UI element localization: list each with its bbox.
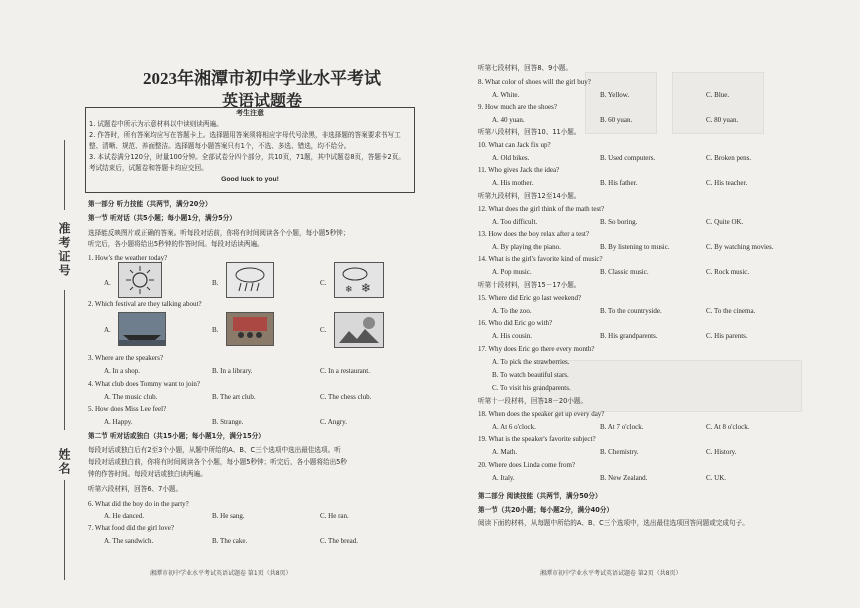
question-18: 18. When does the speaker get up every day?	[478, 410, 605, 418]
material-note: 听第十一段材料，回答18－20小题。	[478, 397, 588, 405]
rain-cloud-icon	[227, 263, 273, 297]
svg-text:❄: ❄	[345, 285, 353, 295]
family-icon	[227, 313, 273, 345]
option-label: C.	[320, 326, 327, 334]
option-c: C. His parents.	[706, 332, 748, 340]
question-5: 5. How does Miss Lee feel?	[88, 405, 167, 413]
snow-cloud-icon	[335, 263, 383, 297]
option-c: C. At 8 o'clock.	[706, 423, 750, 431]
question-9: 9. How much are the shoes?	[478, 103, 557, 111]
option-a: A. At 6 o'clock.	[492, 423, 536, 431]
question-1: 1. How's the weather today?	[88, 254, 168, 262]
material-note: 听第九段材料，回答12至14小题。	[478, 192, 581, 200]
page-title: 2023年湘潭市初中学业水平考试	[143, 69, 381, 88]
option-b: B. His grandparents.	[600, 332, 658, 340]
notice-footer: Good luck to you!	[221, 176, 279, 183]
page-footer: 湘潭市初中学业水平考试英语试题卷 第1页（共8页）	[150, 570, 292, 577]
option-a: A. His mother.	[492, 179, 534, 187]
option-a: A. To the zoo.	[492, 307, 532, 315]
question-16: 16. Who did Eric go with?	[478, 319, 553, 327]
option-label: A.	[104, 326, 111, 334]
question-13: 13. How does the boy relax after a test?	[478, 230, 589, 238]
option-b: B. By listening to music.	[600, 243, 670, 251]
option-a: A. Pop music.	[492, 268, 532, 276]
part-heading: 第一部分 听力技能（共两节，满分20分）	[88, 200, 212, 208]
exam-id-label: 准考证号	[57, 222, 71, 278]
option-b: B. His father.	[600, 179, 638, 187]
option-c: C. Broken pens.	[706, 154, 752, 162]
section-instructions: 钟的作答时间。每段对话或独白读两遍。	[88, 470, 207, 478]
option-c: C. The bread.	[320, 537, 358, 545]
option-a: A. White.	[492, 91, 520, 99]
sunny-weather-image	[118, 262, 162, 298]
question-12: 12. What does the girl think of the math test?	[478, 205, 605, 213]
section-instructions: 选择能反映图片或正确的答案。听每段对话前，你将有时间阅读各个小题，每小题5秒钟；	[88, 229, 350, 237]
option-a: A. 40 yuan.	[492, 116, 525, 124]
page-subtitle: 英语试题卷	[221, 91, 302, 110]
option-c: C. His teacher.	[706, 179, 748, 187]
option-a: A. Too difficult.	[492, 218, 538, 226]
option-b: B. Chemistry.	[600, 448, 639, 456]
option-b: B. Yellow.	[600, 91, 630, 99]
page-footer: 湘潭市初中学业水平考试英语试题卷 第2页（共8页）	[540, 570, 682, 577]
option-c: C. Angry.	[320, 418, 347, 426]
spring-festival-image	[226, 312, 274, 346]
option-c: C. To visit his grandparents.	[492, 384, 571, 392]
question-2: 2. Which festival are they talking about?	[88, 300, 202, 308]
material-note: 听第十段材料，回答15－17小题。	[478, 281, 581, 289]
option-b: B. He sang.	[212, 512, 245, 520]
rainy-weather-image	[226, 262, 274, 298]
question-15: 15. Where did Eric go last weekend?	[478, 294, 582, 302]
divider	[64, 290, 65, 430]
option-a: A. The music club.	[104, 393, 158, 401]
option-b: B. New Zealand.	[600, 474, 648, 482]
option-b: B. To watch beautiful stars.	[492, 371, 569, 379]
material-note: 听第八段材料，回答10、11小题。	[478, 128, 581, 136]
option-a: A. In a shop.	[104, 367, 140, 375]
option-c: C. History.	[706, 448, 737, 456]
option-b: B. In a library.	[212, 367, 253, 375]
section-instructions: 每段对话或独白前，你将有时间阅读各个小题，每小题5秒钟；听完后，各小题将给出5秒	[88, 458, 347, 466]
option-a: A. Math.	[492, 448, 518, 456]
svg-text:❄: ❄	[361, 281, 372, 295]
option-label: B.	[212, 326, 219, 334]
section-instructions: 每段对话或独白后有2至3个小题，从题中所给的A、B、C三个选项中选出最佳选项。听	[88, 446, 341, 454]
question-14: 14. What is the girl's favorite kind of music?	[478, 255, 603, 263]
section-heading: 第一节 听对话（共5小题；每小题1分，满分5分）	[88, 214, 236, 222]
section-instructions: 听完后，各小题将给出5秒钟的作答时间。每段对话读两遍。	[88, 240, 264, 248]
part-heading: 第二部分 阅读技能（共两节，满分50分）	[478, 492, 602, 500]
option-label: A.	[104, 279, 111, 287]
option-b: B. So boring.	[600, 218, 638, 226]
option-a: A. His cousin.	[492, 332, 533, 340]
question-11: 11. Who gives Jack the idea?	[478, 166, 560, 174]
notice-item: 3. 本试卷满分120分，时量100分钟。全部试卷分四个部分，共10页，71题，其中试题卷8页，答题卡2页。考试结束后，试题卷和答题卡均应交回。	[89, 153, 405, 172]
option-b: B. To the countryside.	[600, 307, 662, 315]
binding-strip	[8, 0, 74, 608]
question-8: 8. What color of shoes will the girl buy?	[478, 78, 591, 86]
question-19: 19. What is the speaker's favorite subject?	[478, 435, 596, 443]
question-3: 3. Where are the speakers?	[88, 354, 164, 362]
notice-item: 1. 试题卷中所示为示意材料以中读则读两遍。	[89, 120, 223, 128]
option-c: C. The chess club.	[320, 393, 372, 401]
moon-icon	[335, 313, 383, 347]
name-label: 姓名	[57, 448, 71, 476]
option-label: B.	[212, 279, 219, 287]
question-10: 10. What can Jack fix up?	[478, 141, 551, 149]
option-a: A. To pick the strawberries.	[492, 358, 570, 366]
option-b: B. Used computers.	[600, 154, 656, 162]
option-b: B. Strange.	[212, 418, 244, 426]
divider	[64, 140, 65, 210]
option-c: C. He ran.	[320, 512, 349, 520]
section-heading: 第二节 听对话或独白（共15小题；每小题1分，满分15分）	[88, 432, 265, 440]
option-a: A. Happy.	[104, 418, 133, 426]
option-c: C. Rock music.	[706, 268, 750, 276]
option-c: C. 80 yuan.	[706, 116, 739, 124]
question-17: 17. Why does Eric go there every month?	[478, 345, 595, 353]
question-20: 20. Where does Linda come from?	[478, 461, 576, 469]
snowy-weather-image	[334, 262, 384, 298]
section-instructions: 阅读下面的材料，从每题中所给的A、B、C三个选项中，选出最佳选项回答问题或完成句子。	[478, 519, 749, 527]
question-4: 4. What club does Tommy want to join?	[88, 380, 201, 388]
option-c: C. Blue.	[706, 91, 730, 99]
option-b: B. At 7 o'clock.	[600, 423, 644, 431]
option-b: B. The art club.	[212, 393, 256, 401]
option-c: C. UK.	[706, 474, 727, 482]
option-c: C. Quite OK.	[706, 218, 744, 226]
section-heading: 第一节（共20小题；每小题2分，满分40分）	[478, 506, 614, 514]
option-b: B. 60 yuan.	[600, 116, 633, 124]
mid-autumn-festival-image	[334, 312, 384, 348]
option-a: A. The sandwich.	[104, 537, 154, 545]
option-b: B. Classic music.	[600, 268, 649, 276]
option-c: C. In a restaurant.	[320, 367, 370, 375]
notice-title: 考生注意	[236, 110, 264, 117]
question-7: 7. What food did the girl love?	[88, 524, 174, 532]
material-note: 听第六段材料，回答6、7小题。	[88, 485, 183, 493]
option-a: A. Old bikes.	[492, 154, 530, 162]
boat-icon	[119, 313, 165, 345]
notice-box	[85, 107, 415, 193]
question-6: 6. What did the boy do in the party?	[88, 500, 189, 508]
material-note: 听第七段材料，回答8、9小题。	[478, 64, 573, 72]
option-c: C. By watching movies.	[706, 243, 774, 251]
option-c: C. To the cinema.	[706, 307, 756, 315]
divider	[64, 480, 65, 580]
option-a: A. Italy.	[492, 474, 515, 482]
dragon-boat-festival-image	[118, 312, 166, 346]
notice-item: 2. 作答时，所有答案均应写在答题卡上。选择题用答案须将相应字母代号涂黑，非选择题的答案要求书写工整、清晰、规范、养面整洁。选择题每小题答案只有1个，不选、多选、错选，均不给分。	[89, 131, 401, 150]
option-b: B. The cake.	[212, 537, 248, 545]
sun-icon	[119, 263, 161, 297]
option-label: C.	[320, 279, 327, 287]
option-a: A. By playing the piano.	[492, 243, 561, 251]
option-a: A. He danced.	[104, 512, 145, 520]
